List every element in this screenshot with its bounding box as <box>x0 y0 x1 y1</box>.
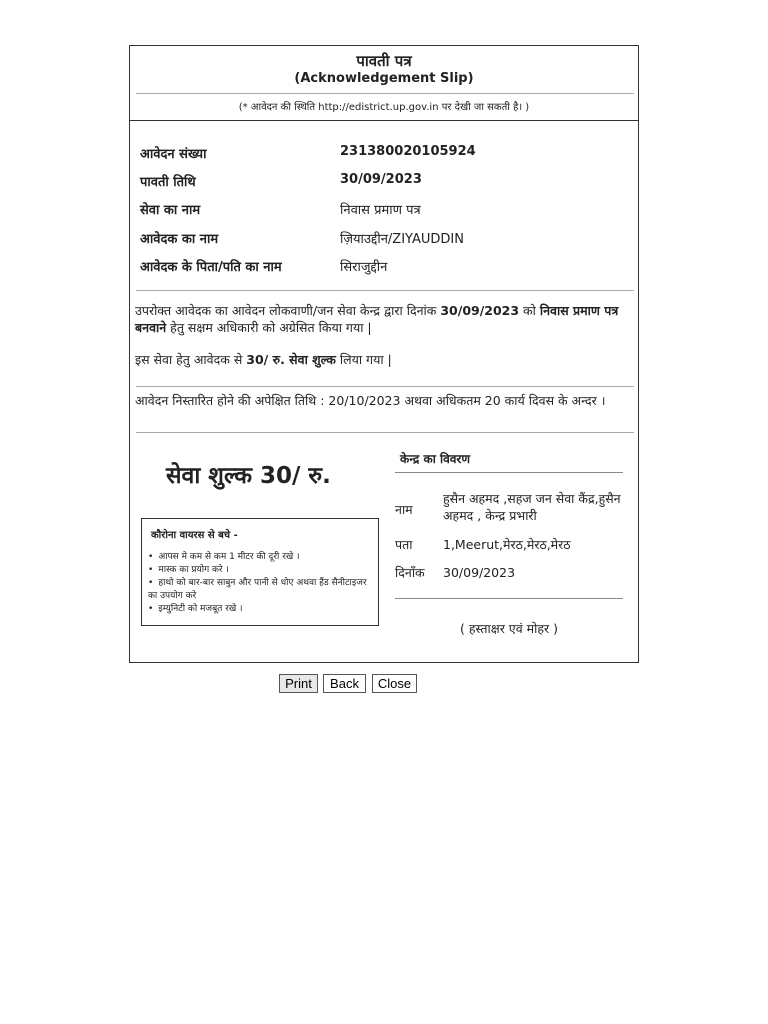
list-item <box>142 603 378 616</box>
service-name-label: सेवा का नाम <box>140 203 201 218</box>
bullet-icon: • <box>148 552 154 562</box>
expected-text-3: कार्य दिवस के अन्दर । <box>500 393 606 408</box>
receipt-date-value: 30/09/2023 <box>340 172 422 187</box>
slip-title-hindi: पावती पत्र <box>356 52 412 70</box>
application-number-label: आवेदन संख्या <box>140 147 207 162</box>
centre-name-label: नाम <box>395 502 413 517</box>
application-number-value: 231380020105924 <box>340 144 476 159</box>
bullet-icon: • <box>148 604 154 614</box>
expected-date-statement <box>135 392 625 409</box>
receipt-date-label: पावती तिथि <box>140 175 196 190</box>
service-fee-big: सेवा शुल्क 30/ रु. <box>166 463 331 489</box>
slip-header <box>130 46 638 121</box>
expected-divider <box>136 432 634 433</box>
covid-item-text: इम्युनिटी को मजबूत रखे । <box>158 604 243 614</box>
centre-details-title: केन्द्र का विवरण <box>400 452 471 466</box>
forward-statement <box>135 302 625 336</box>
forward-service: निवास प्रमाण पत्र बनवाने <box>135 303 619 335</box>
fee-text-2: लिया गया | <box>335 352 392 367</box>
expected-days: 20 <box>484 393 501 408</box>
forward-text-3: हेतु सक्षम अधिकारी को अग्रेसित किया गया | <box>166 320 372 335</box>
list-item <box>142 577 378 603</box>
centre-address-value: 1,Meerut,मेरठ,मेरठ,मेरठ <box>443 537 571 552</box>
covid-item-text: मास्क का प्रयोग करे । <box>158 565 229 575</box>
centre-date-label: दिनाँक <box>395 565 425 580</box>
service-name-value: निवास प्रमाण पत्र <box>340 203 421 218</box>
list-item <box>142 564 378 577</box>
covid-title: कौरोना वायरस से बचे - <box>151 530 238 541</box>
print-button[interactable]: Print <box>279 674 318 693</box>
expected-text-2: अथवा अधिकतम <box>400 393 485 408</box>
header-divider <box>136 93 634 94</box>
forward-text-1: उपरोक्त आवेदक का आवेदन लोकवाणी/जन सेवा केन्द्र द्वारा दिनांक <box>135 303 441 318</box>
covid-item-text: हाथो को बार-बार साबुन और पानी से धोए अथवा हैंड सैनीटाइजर का उपयोग करे <box>148 578 367 601</box>
fee-amount: 30/ रु. सेवा शुल्क <box>246 352 336 367</box>
covid-advisory-box <box>141 518 379 626</box>
fee-statement <box>135 351 625 368</box>
centre-title-divider <box>395 472 623 473</box>
expected-date: 20/10/2023 <box>328 393 401 408</box>
father-name-value: सिराजुद्दीन <box>340 260 388 275</box>
close-button[interactable]: Close <box>372 674 417 693</box>
applicant-name-value: ज़ियाउद्दीन/ZIYAUDDIN <box>340 232 464 247</box>
fee-text-1: इस सेवा हेतु आवेदक से <box>135 352 247 367</box>
forward-date: 30/09/2023 <box>440 303 520 318</box>
signature-divider <box>395 598 623 599</box>
applicant-name-label: आवेदक का नाम <box>140 232 219 247</box>
centre-address-label: पता <box>395 537 413 552</box>
bullet-icon: • <box>148 565 154 575</box>
details-divider <box>136 290 634 291</box>
status-note: (* आवेदन की स्थिति http://edistrict.up.gov.in पर देखी जा सकती है। ) <box>238 102 530 113</box>
father-name-label: आवेदक के पिता/पति का नाम <box>140 260 282 275</box>
acknowledgement-slip <box>129 45 639 663</box>
covid-list <box>142 551 378 616</box>
centre-date-value: 30/09/2023 <box>443 565 516 580</box>
bullet-icon: • <box>148 578 154 588</box>
slip-title-english: (Acknowledgement Slip) <box>294 71 474 86</box>
list-item <box>142 551 378 564</box>
covid-item-text: आपस मे कम से कम 1 मीटर की दूरी रखे । <box>158 552 300 562</box>
expected-text-1: आवेदन निस्तारित होने की अपेक्षित तिथि : <box>135 393 329 408</box>
fee-divider <box>136 386 634 387</box>
signature-stamp-label: ( हस्ताक्षर एवं मोहर ) <box>460 621 558 636</box>
forward-text-2: को <box>519 303 540 318</box>
back-button[interactable]: Back <box>323 674 366 693</box>
centre-name-value: हुसैन अहमद ,सहज जन सेवा कैंद्र,हुसैन अहमद , केन्द्र प्रभारी <box>443 491 621 523</box>
